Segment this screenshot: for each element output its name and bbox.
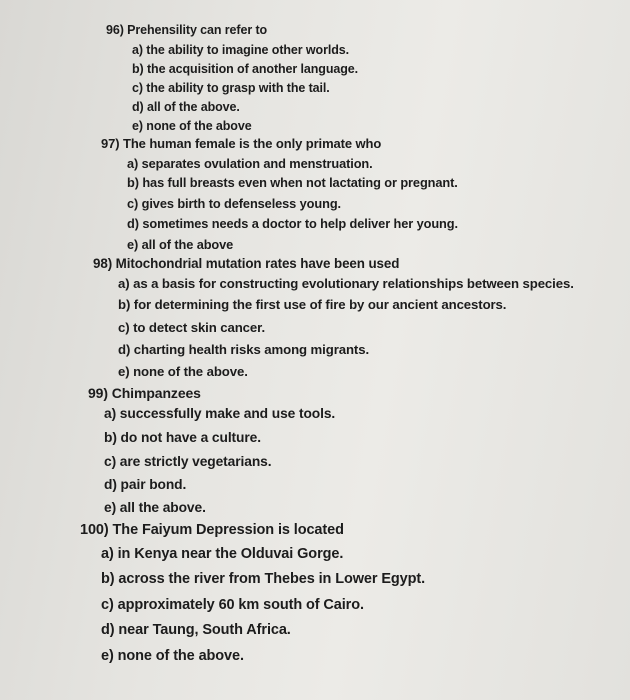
question-96-prompt: 96) Prehensility can refer to: [106, 23, 268, 37]
question-100-option-a: a) in Kenya near the Olduvai Gorge.: [101, 546, 344, 562]
question-97-prompt: 97) The human female is the only primate who: [101, 136, 382, 151]
question-100-prompt: 100) The Faiyum Depression is located: [80, 522, 344, 538]
question-99-option-c: c) are strictly vegetarians.: [104, 454, 272, 469]
question-99-option-e: e) all the above.: [104, 500, 206, 515]
question-98-option-c: c) to detect skin cancer.: [118, 320, 266, 335]
question-98-option-a: a) as a basis for constructing evolutionary relationships between species.: [118, 276, 574, 291]
question-96-option-d: d) all of the above.: [132, 100, 240, 114]
question-97-option-e: e) all of the above: [127, 237, 234, 252]
question-100-option-c: c) approximately 60 km south of Cairo.: [101, 597, 364, 613]
question-99-option-a: a) successfully make and use tools.: [104, 406, 336, 421]
question-96-option-a: a) the ability to imagine other worlds.: [132, 43, 349, 57]
question-98-option-d: d) charting health risks among migrants.: [118, 342, 370, 357]
question-96-option-e: e) none of the above: [132, 119, 252, 133]
question-98-prompt: 98) Mitochondrial mutation rates have been used: [93, 256, 400, 271]
question-99-option-d: d) pair bond.: [104, 477, 187, 492]
question-97-option-c: c) gives birth to defenseless young.: [127, 196, 341, 211]
question-98-option-b: b) for determining the first use of fire by our ancient ancestors.: [118, 297, 507, 312]
question-97-option-a: a) separates ovulation and menstruation.: [127, 156, 373, 171]
question-100-option-b: b) across the river from Thebes in Lower Egypt.: [101, 571, 426, 587]
question-100-option-d: d) near Taung, South Africa.: [101, 622, 291, 638]
question-97-option-b: b) has full breasts even when not lactating or pregnant.: [127, 175, 458, 190]
question-96-option-b: b) the acquisition of another language.: [132, 62, 358, 76]
question-98-option-e: e) none of the above.: [118, 364, 248, 379]
question-99-option-b: b) do not have a culture.: [104, 430, 261, 445]
question-96-option-c: c) the ability to grasp with the tail.: [132, 81, 330, 95]
question-99-prompt: 99) Chimpanzees: [88, 385, 201, 401]
question-97-option-d: d) sometimes needs a doctor to help deliver her young.: [127, 216, 458, 231]
question-100-option-e: e) none of the above.: [101, 648, 244, 664]
